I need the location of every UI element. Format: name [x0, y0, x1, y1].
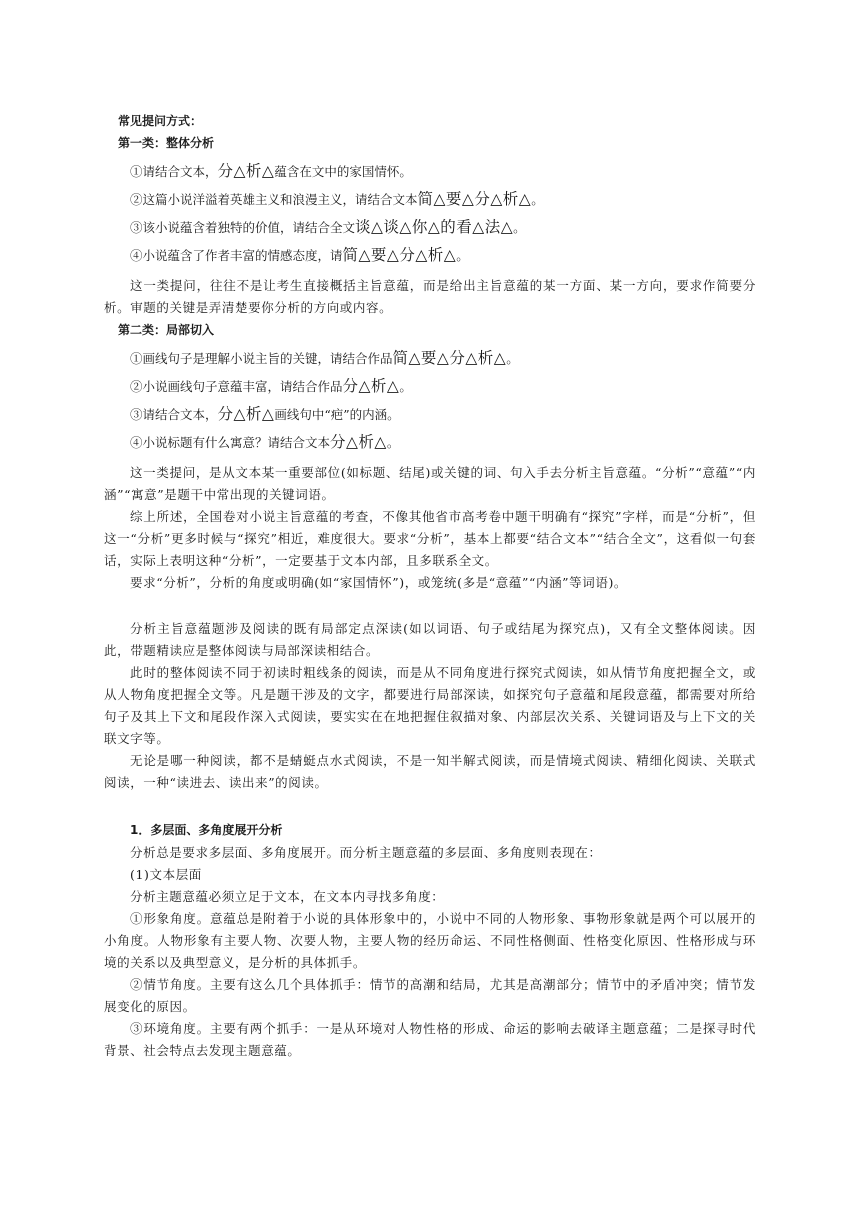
plot-angle-paragraph: ②情节角度。主要有这么几个具体抓手：情节的高潮和结局，尤其是高潮部分；情节中的矛盾冲突；情节发展变化的原因。 [104, 977, 756, 1014]
cat2-note: 这一类提问，是从文本某一重要部位(如标题、结尾)或关键的词、句入手去分析主旨意蕴。“分析”“意蕴”“内涵”“寓意”是题干中常出现的关键词语。 [104, 465, 756, 502]
cat1-question-4: ④小说蕴含了作者丰富的情感态度，请简△要△分△析△。 [130, 246, 469, 264]
cat1-note: 这一类提问，往往不是让考生直接概括主旨意蕴，而是给出主旨意蕴的某一方面、某一方向，要求作简要分析。审题的关键是弄清楚要你分析的方向或内容。 [104, 278, 756, 315]
reading-paragraph-2: 此时的整体阅读不同于初读时粗线条的阅读，而是从不同角度进行探究式阅读，如从情节角度把握全文，或从人物角度把握全文等。凡是题干涉及的文字，都要进行局部深读，如探究句子意蕴和尾段意蕴，都需要对所给句子及其上下文和尾段作深入式阅读，要实实在在地把握住叙描对象、内部层次关系、关键词语及与上下文的关联文字等。 [104, 665, 756, 746]
section-1-title: 1．多层面、多角度展开分析 [130, 823, 283, 837]
summary-paragraph-1: 综上所述，全国卷对小说主旨意蕴的考查，不像其他省市高考卷中题干明确有“探究”字样，而是“分析”，但这一“分析”更多时候与“探究”相近，难度很大。要求“分析”，基本上都要“结合文本”“结合全文”，这看似一句套话，实际上表明这种“分析”，一定要基于文本内部，且多联系全文。 [104, 509, 756, 568]
spacer [104, 594, 756, 618]
section-1-intro: 分析总是要求多层面、多角度展开。而分析主题意蕴的多层面、多角度则表现在： [130, 845, 602, 860]
cat1-question-2: ②这篇小说洋溢着英雄主义和浪漫主义，请结合文本简△要△分△析△。 [130, 190, 544, 208]
cat2-question-1: ①画线句子是理解小说主旨的关键，请结合作品简△要△分△析△。 [130, 349, 519, 367]
cat1-question-1: ①请结合文本，分△析△蕴含在文中的家国情怀。 [130, 162, 412, 180]
category-2-title: 第二类：局部切入 [118, 323, 215, 337]
image-angle-paragraph: ①形象角度。意蕴总是附着于小说的具体形象中的，小说中不同的人物形象、事物形象就是两个可以展开的小角度。人物形象有主要人物、次要人物，主要人物的经历命运、不同性格侧面、性格变化原因、性格形成与环境的关系以及典型意义，是分析的具体抓手。 [104, 911, 756, 970]
summary-paragraph-2: 要求“分析”，分析的角度或明确(如“家国情怀”)，或笼统(多是“意蕴”“内涵”等词语)。 [130, 575, 628, 590]
cat2-question-4: ④小说标题有什么寓意？请结合文本分△析△。 [130, 433, 400, 451]
reading-paragraph-1: 分析主旨意蕴题涉及阅读的既有局部定点深读(如以词语、句子或结尾为探究点)，又有全文整体阅读。因此，带题精读应是整体阅读与局部深读相结合。 [104, 621, 756, 658]
spacer [104, 794, 756, 818]
cat2-question-2: ②小说画线句子意蕴丰富，请结合作品分△析△。 [130, 377, 412, 395]
cat1-question-3: ③该小说蕴含着独特的价值，请结合全文谈△谈△你△的看△法△。 [130, 218, 526, 236]
section-1-sub-intro: 分析主题意蕴必须立足于文本，在文本内寻找多角度： [130, 889, 445, 904]
section-1-sub-heading: (1)文本层面 [130, 867, 202, 882]
setting-angle-paragraph: ③环境角度。主要有两个抓手：一是从环境对人物性格的形成、命运的影响去破译主题意蕴；二是探寻时代背景、社会特点去发现主题意蕴。 [104, 1021, 756, 1058]
common-questions-heading: 常见提问方式： [118, 114, 203, 128]
cat2-question-3: ③请结合文本，分△析△画线句中“疤”的内涵。 [130, 405, 400, 423]
category-1-title: 第一类：整体分析 [118, 136, 215, 150]
reading-paragraph-3: 无论是哪一种阅读，都不是蜻蜓点水式阅读，不是一知半解式阅读，而是情境式阅读、精细化阅读、关联式阅读，一种“读进去、读出来”的阅读。 [104, 753, 756, 790]
